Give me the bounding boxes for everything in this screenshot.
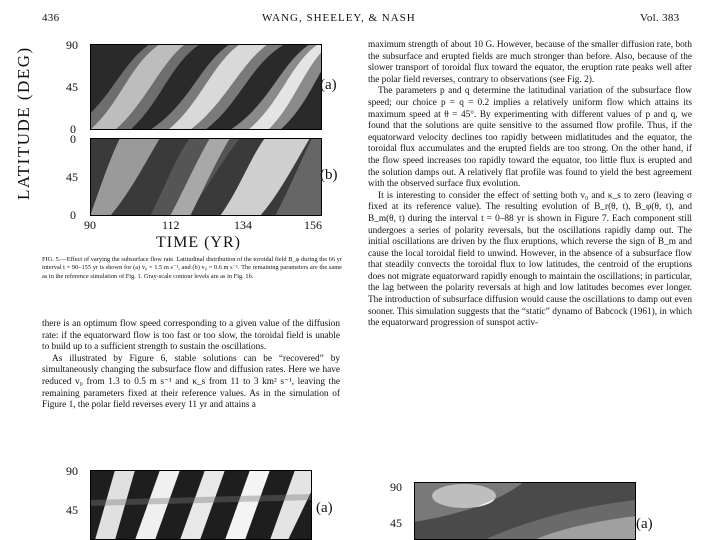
fig5a-ytick-0: 0	[70, 122, 76, 136]
left-paragraph-2: As illustrated by Figure 6, stable solutions can be “recovered” by simultaneously changing the subsurface flow and diffusion rates. Here we have reduced v₀ from 1.3 to 0.5 m s⁻¹ and κ_s from 11 to 3 km² s⁻¹, leaving the remaining parameters fixed at their reference values. As in the simulation of Figure 1, the polar field reverses every 11 yr and attains a	[42, 353, 340, 411]
fig5-x-axis-label: TIME (YR)	[156, 234, 241, 251]
fig5-y-axis-label: LATITUDE (DEG)	[14, 46, 33, 200]
fig6-panel-a	[90, 470, 312, 540]
fig6-ytick-45: 45	[66, 503, 78, 517]
right-paragraph-1: maximum strength of about 10 G. However, because of the smaller diffusion rate, both the subsurface and erupted fields are much stronger than before. Also, because of the slower transport of toroidal flux toward the equator, the eruption rate peaks well after the polar field reverses, contrary to observations (see Fig. 2).	[368, 40, 692, 85]
fig7-ytick-90: 90	[390, 480, 402, 494]
page-number: 436	[42, 12, 60, 24]
running-authors: WANG, SHEELEY, & NASH	[262, 12, 416, 24]
fig5-panel-a-label: (a)	[320, 77, 337, 93]
fig5a-ytick-90: 90	[66, 38, 78, 52]
fig5-xtick-90: 90	[84, 218, 96, 232]
fig7-panel-a-label: (a)	[636, 516, 653, 532]
fig5-panel-a	[90, 44, 322, 130]
fig5a-ytick-45: 45	[66, 80, 78, 94]
fig7-ytick-45: 45	[390, 516, 402, 530]
fig5-panel-b-label: (b)	[320, 167, 338, 183]
fig6-panel-a-label: (a)	[316, 500, 333, 516]
fig6-ytick-90: 90	[66, 464, 78, 478]
right-column	[368, 40, 692, 330]
fig5b-ytick-0: 0	[70, 208, 76, 222]
fig5-caption: FIG. 5.—Effect of varying the subsurface flow rate. Latitudinal distribution of the toroidal field B_φ during the 66 yr interval t = 90–155 yr is shown for (a) v₀ = 1.5 m s⁻¹, and (b) v₀ = 0.6 m s⁻¹. The remaining parameters are the same as in the reference simulation of Fig. 1. Gray-scale contour levels are as in Fig. 1b.	[42, 256, 342, 280]
fig7-panel-a	[414, 482, 636, 540]
fig5b-ytick-0-top: 0	[70, 132, 76, 146]
fig5-xtick-134: 134	[234, 218, 252, 232]
fig5b-ytick-45: 45	[66, 170, 78, 184]
left-paragraph-1: there is an optimum flow speed corresponding to a given value of the diffusion rate: if the equatorward flow is too fast or too slow, the toroidal field is unable to build up to a sufficient strength to sustain the oscillations.	[42, 319, 340, 353]
right-paragraph-2: The parameters p and q determine the latitudinal variation of the subsurface flow speed; our choice p = q = 0.2 implies a relatively uniform flow which attains its maximum speed at θ = 45°. By experimenting with different values of p and q, we found that the solutions are quite sensitive to the assumed flow profile. Thus, if the equatorward velocity declines too rapidly between midlatitudes and the equator, the toroidal flux accumulates and the erupted fields are too strong. On the other hand, if the flow speed increases too rapidly toward the equator, too little flux is erupted and the solution damps out. A relatively flat profile was found to yield the best agreement with the observed surface flux evolution.	[368, 86, 692, 190]
volume-label: Vol. 383	[640, 12, 680, 24]
fig5-xtick-156: 156	[304, 218, 322, 232]
fig5-panel-b	[90, 138, 322, 216]
fig5-xtick-112: 112	[162, 218, 180, 232]
right-paragraph-3: It is interesting to consider the effect of setting both v₀ and κ_s to zero (leaving σ fixed at its reference value). The resulting evolution of B_r(θ, t), B_φ(θ, t), and B_m(θ, t) during the interval t = 0–88 yr is shown in Figure 7. Each component still undergoes a series of polarity reversals, but the oscillations rapidly damp out. The initial oscillations are driven by the flux eruptions, which reverse the sign of B_m and cause the local toroidal field to unwind. However, in the absence of a subsurface flow that steadily convects the toroidal flux to low latitudes, the centroid of the eruptions does not migrate equatorward rapidly enough to maintain the oscillations; in particular, the lag between the polarity reversals at high and low latitudes becomes ever longer. The introduction of subsurface diffusion would cause the oscillations to damp out even sooner. This simulation suggests that the “static” dynamo of Babcock (1961), in which the equatorward progression of sunspot activ-	[368, 190, 692, 329]
left-column	[42, 319, 340, 412]
